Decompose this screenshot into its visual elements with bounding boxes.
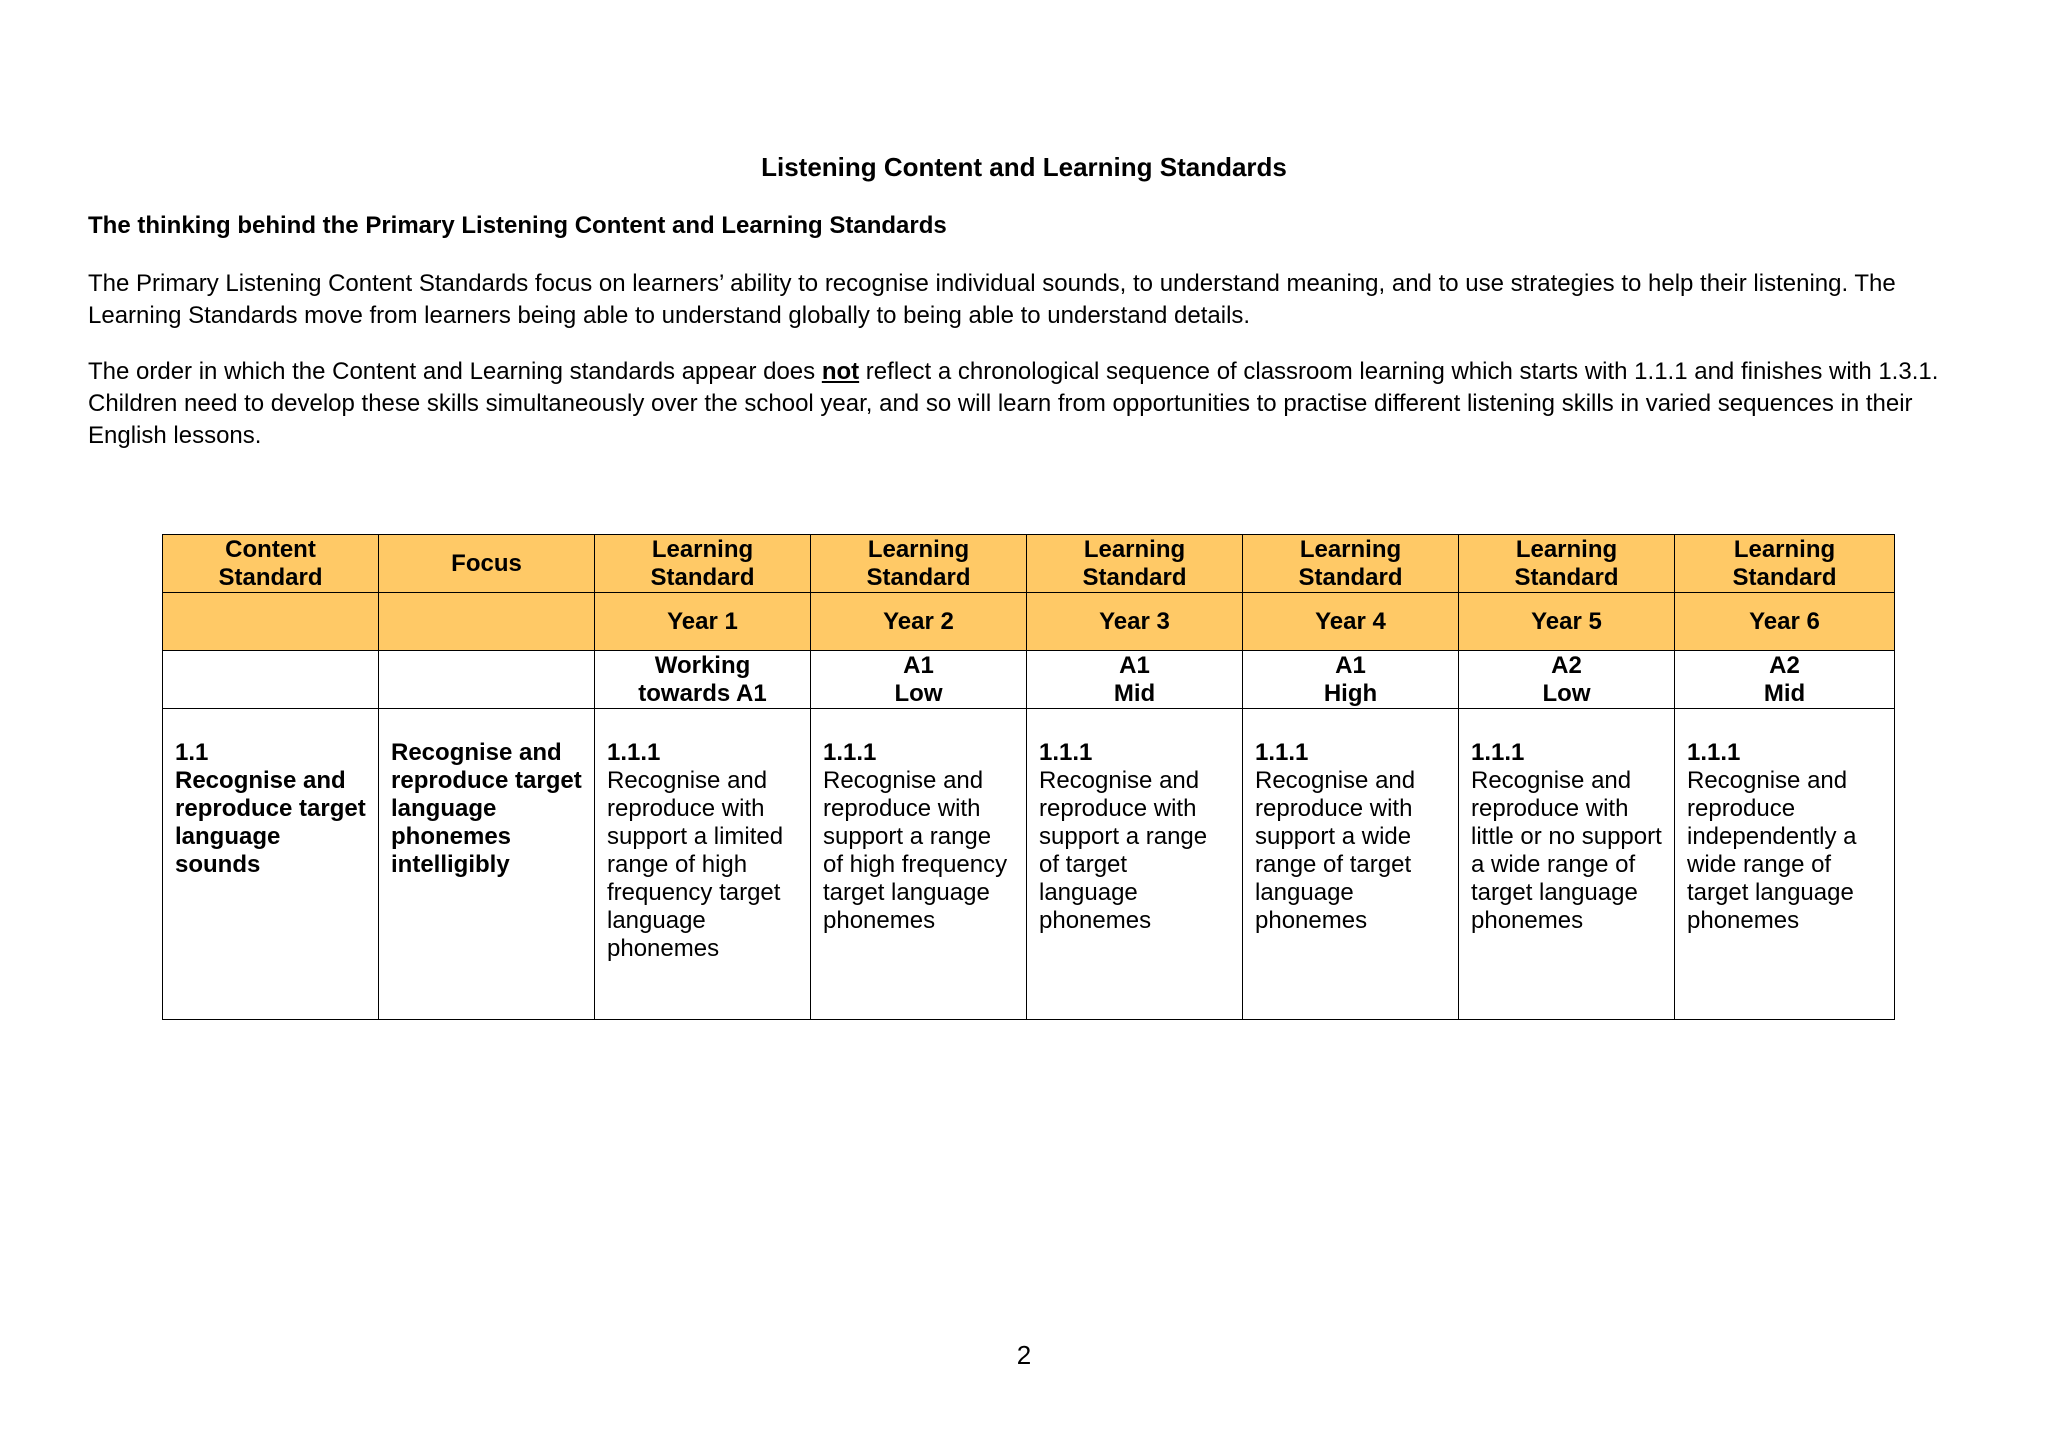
order-paragraph <box>88 356 1988 452</box>
learning-standard-text: Recognise and reproduce with support a limited range of high frequency target language phonemes <box>607 767 784 962</box>
learning-standard-text: Recognise and reproduce with support a range of high frequency target language phonemes <box>823 767 1008 934</box>
learning-standard-code: 1.1.1 <box>1255 739 1309 766</box>
focus-cell <box>379 709 595 1020</box>
learning-standard-cell <box>1027 709 1243 1020</box>
header-learning-standard: Learning Standard <box>595 535 811 593</box>
page-title: Listening Content and Learning Standards <box>761 152 1287 182</box>
level-line-1: A1 <box>1335 651 1366 679</box>
header-learning-standard: Learning Standard <box>811 535 1027 593</box>
level-cell <box>1027 651 1243 709</box>
level-cell <box>163 651 379 709</box>
year-cell: Year 1 <box>595 593 811 651</box>
standards-table <box>162 534 1895 1020</box>
learning-standard-cell <box>1459 709 1675 1020</box>
level-line-2: towards A1 <box>638 679 767 707</box>
header-learning-standard: Learning Standard <box>1243 535 1459 593</box>
header-content-standard: Content Standard <box>163 535 379 593</box>
learning-standard-cell <box>595 709 811 1020</box>
learning-standard-text: Recognise and reproduce independently a wide range of target language phonemes <box>1687 767 1857 934</box>
year-cell: Year 2 <box>811 593 1027 651</box>
learning-standard-code: 1.1.1 <box>1471 739 1525 766</box>
level-line-1: A1 <box>1119 651 1150 679</box>
order-paragraph-end: reflect a chronological sequence of classroom learning which starts with 1.1.1 and finishes with 1.3.1. Children need to develop these skills simultaneously over the school year, and so will learn from opportunities to practise different listening skills in varied sequences in their English lessons. <box>88 358 1939 449</box>
content-standard-cell <box>163 709 379 1020</box>
table-row <box>163 709 1895 1020</box>
year-cell <box>163 593 379 651</box>
level-line-1: A2 <box>1551 651 1582 679</box>
learning-standard-code: 1.1.1 <box>1687 739 1741 766</box>
learning-standard-code: 1.1.1 <box>823 739 877 766</box>
year-cell: Year 4 <box>1243 593 1459 651</box>
year-cell <box>379 593 595 651</box>
level-line-2: Mid <box>1113 679 1156 707</box>
level-line-1: A1 <box>903 651 934 679</box>
header-focus: Focus <box>379 535 595 593</box>
page-number: 2 <box>1016 1340 1032 1370</box>
learning-standard-cell <box>1675 709 1895 1020</box>
header-learning-standard: Learning Standard <box>1027 535 1243 593</box>
header-learning-standard: Learning Standard <box>1459 535 1675 593</box>
table-header-row <box>163 535 1895 593</box>
header-learning-standard: Learning Standard <box>1675 535 1895 593</box>
level-line-2: High <box>1323 679 1378 707</box>
learning-standard-text: Recognise and reproduce with little or no support a wide range of target language phonemes <box>1471 767 1662 934</box>
content-standard-code: 1.1 <box>175 739 209 766</box>
level-line-2: Mid <box>1763 679 1806 707</box>
year-cell: Year 3 <box>1027 593 1243 651</box>
learning-standard-text: Recognise and reproduce with support a wide range of target language phonemes <box>1255 767 1416 934</box>
intro-paragraph: The Primary Listening Content Standards focus on learners’ ability to recognise individual sounds, to understand meaning, and to use strategies to help their listening. The Learning Standards move from learners being able to understand globally to being able to understand details. <box>88 270 1896 329</box>
table-year-row <box>163 593 1895 651</box>
order-paragraph-start: The order in which the Content and Learning standards appear does <box>88 358 822 385</box>
order-paragraph-emphasis: not <box>821 358 860 385</box>
level-line-2: Low <box>894 679 943 707</box>
learning-standard-text: Recognise and reproduce with support a range of target language phonemes <box>1039 767 1208 934</box>
learning-standard-code: 1.1.1 <box>607 739 661 766</box>
level-cell <box>1243 651 1459 709</box>
level-line-1: Working <box>654 651 751 679</box>
year-cell: Year 5 <box>1459 593 1675 651</box>
level-cell <box>379 651 595 709</box>
learning-standard-code: 1.1.1 <box>1039 739 1093 766</box>
table-level-row <box>163 651 1895 709</box>
year-cell: Year 6 <box>1675 593 1895 651</box>
level-cell <box>1459 651 1675 709</box>
level-cell <box>595 651 811 709</box>
level-cell <box>1675 651 1895 709</box>
focus-text: Recognise and reproduce target language phonemes intelligibly <box>391 739 582 878</box>
level-cell <box>811 651 1027 709</box>
section-heading: The thinking behind the Primary Listening Content and Learning Standards <box>88 212 947 239</box>
learning-standard-cell <box>1243 709 1459 1020</box>
learning-standard-cell <box>811 709 1027 1020</box>
level-line-2: Low <box>1542 679 1591 707</box>
content-standard-text: Recognise and reproduce target language sounds <box>175 767 366 878</box>
level-line-1: A2 <box>1769 651 1800 679</box>
